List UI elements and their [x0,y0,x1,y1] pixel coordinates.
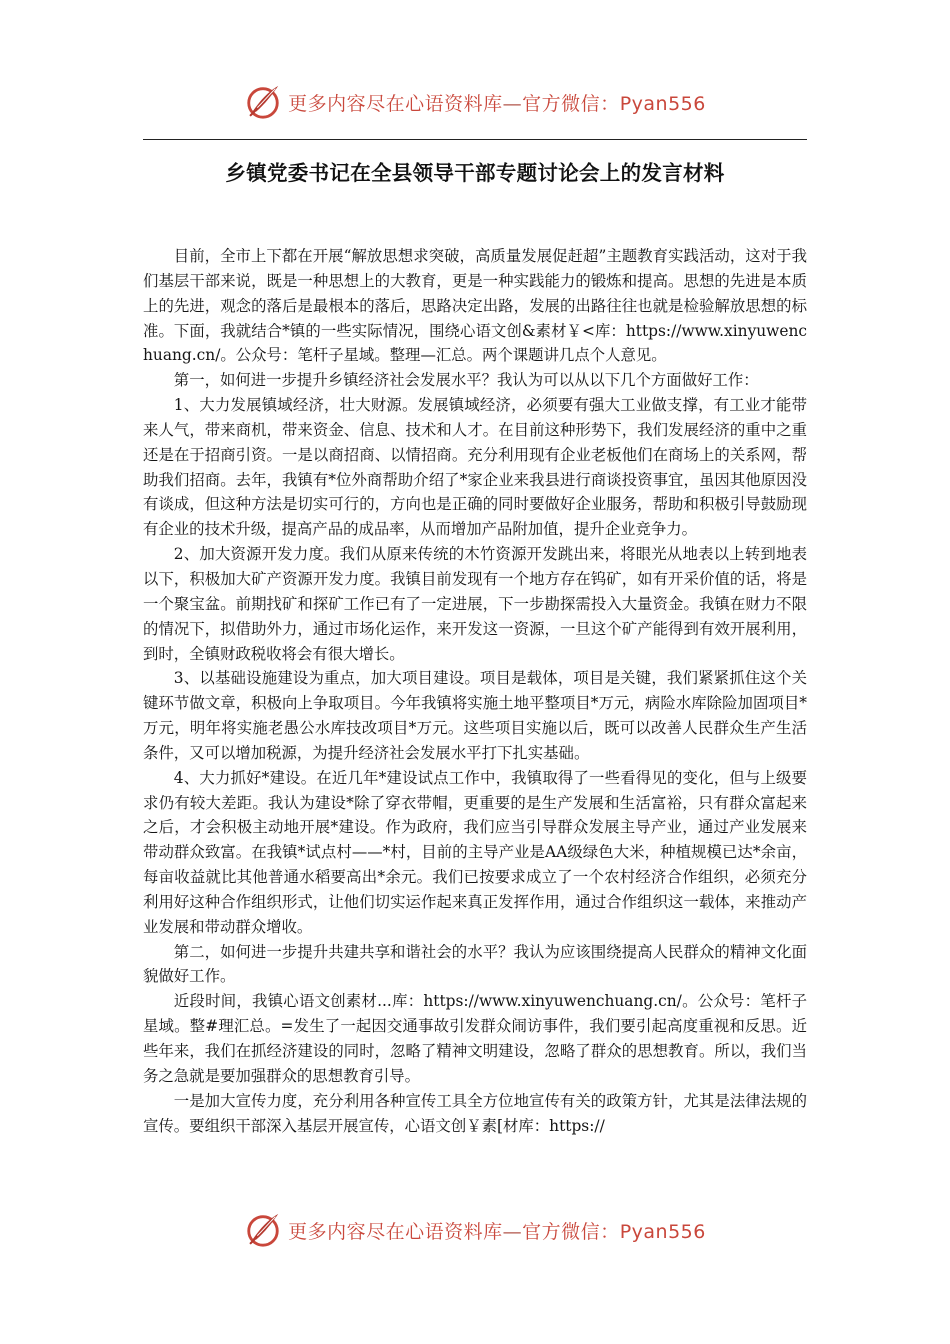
paragraph-point-3: 3、以基础设施建设为重点，加大项目建设。项目是载体，项目是关键，我们紧紧抓住这个关键环节做文章，积极向上争取项目。今年我镇将实施土地平整项目*万元，病险水库除险加固项目*万元，明年将实施老愚公水库技改项目*万元。这些项目实施以后，既可以改善人民群众生产生活条件，又可以增加税源，为提升经济社会发展水平打下扎实基础。 [143,669,807,762]
paragraph-section-1-heading: 第一，如何进一步提升乡镇经济社会发展水平？我认为可以从以下几个方面做好工作： [173,371,759,390]
paragraph-intro: 目前，全市上下都在开展“解放思想求突破，高质量发展促赶超”主题教育实践活动，这对于我们基层干部来说，既是一种思想上的大教育，更是一种实践能力的锻炼和提高。思想的先进是本质上的先进，观念的落后是最根本的落后，思路决定出路，发展的出路往往也就是检验解放思想的标准。下面，我就结合*镇的一些实际情况，围绕心语文创&素材￥<库：https://www.xinyuwenchuang.cn/。公众号：笔杆子星域。整理—汇总。两个课题讲几点个人意见。 [143,247,807,365]
watermark-main: 更多内容尽在心语资料库 [288,92,503,115]
watermark-banner-bottom [0,1210,950,1250]
header-divider [143,139,807,140]
watermark-banner-top [0,82,950,122]
paragraph-recent-incident: 近段时间，我镇心语文创素材...库：https://www.xinyuwenchuang.cn/。公众号：笔杆子星域。整#理汇总。=发生了一起因交通事故引发群众闹访事件，我们要引起高度重视和反思。近些年来，我们在抓经济建设的同时，忽略了精神文明建设，忽略了群众的思想教育。所以，我们当务之急就是要加强群众的思想教育引导。 [143,992,807,1085]
watermark-text [288,1217,706,1244]
quill-logo-icon [244,83,282,121]
quill-logo-icon [244,1211,282,1249]
watermark-separator: — [502,1220,523,1243]
paragraph-point-1: 1、大力发展镇域经济，壮大财源。发展镇域经济，必须要有强大工业做支撑，有工业才能带来人气，带来商机，带来资金、信息、技术和人才。在目前这种形势下，我们发展经济的重中之重还是在于招商引资。一是以商招商、以情招商。充分利用现有企业老板他们在商场上的关系网，帮助我们招商。去年，我镇有*位外商帮助介绍了*家企业来我县进行商谈投资事宜，虽因其他原因没有谈成，但这种方法是切实可行的，方向也是正确的同时要做好企业服务，帮助和积极引导鼓励现有企业的技术升级，提高产品的成品率，从而增加产品附加值，提升企业竞争力。 [143,396,807,539]
watermark-separator: — [502,92,523,115]
paragraph-point-2: 2、加大资源开发力度。我们从原来传统的木竹资源开发跳出来，将眼光从地表以上转到地表以下，积极加大矿产资源开发力度。我镇目前发现有一个地方存在钨矿，如有开采价值的话，将是一个聚宝盆。前期找矿和探矿工作已有了一定进展，下一步勘探需投入大量资金。我镇在财力不限的情况下，拟借助外力，通过市场化运作，来开发这一资源，一旦这个矿产能得到有效开展利用，到时，全镇财政税收将会有很大增长。 [143,545,807,663]
paragraph-propaganda: 一是加大宣传力度，充分利用各种宣传工具全方位地宣传有关的政策方针，尤其是法律法规的宣传。要组织干部深入基层开展宣传，心语文创￥素[材库：https:// [143,1091,807,1135]
watermark-wechat-id: Pyan556 [619,1220,706,1243]
document-body [143,244,807,1138]
paragraph-point-4: 4、大力抓好*建设。在近几年*建设试点工作中，我镇取得了一些看得见的变化，但与上级要求仍有较大差距。我认为建设*除了穿衣带帽，更重要的是生产发展和生活富裕，只有群众富起来之后，才会积极主动地开展*建设。作为政府，我们应当引导群众发展主导产业，通过产业发展来带动群众致富。在我镇*试点村——*村，目前的主导产业是AA级绿色大米，种植规模已达*余亩，每亩收益就比其他普通水稻要高出*余元。我们已按要求成立了一个农村经济合作组织，必须充分利用好这种合作组织形式，让他们切实运作起来真正发挥作用，通过合作组织这一载体，来推动产业发展和带动群众增收。 [143,768,807,936]
watermark-suffix: 官方微信： [522,1220,620,1243]
document-title: 乡镇党委书记在全县领导干部专题讨论会上的发言材料 [225,161,725,185]
watermark-text [288,89,706,116]
watermark-suffix: 官方微信： [522,92,620,115]
watermark-main: 更多内容尽在心语资料库 [288,1220,503,1243]
watermark-wechat-id: Pyan556 [619,92,706,115]
paragraph-section-2-heading: 第二，如何进一步提升共建共享和谐社会的水平？我认为应该围绕提高人民群众的精神文化面貌做好工作。 [143,942,807,986]
